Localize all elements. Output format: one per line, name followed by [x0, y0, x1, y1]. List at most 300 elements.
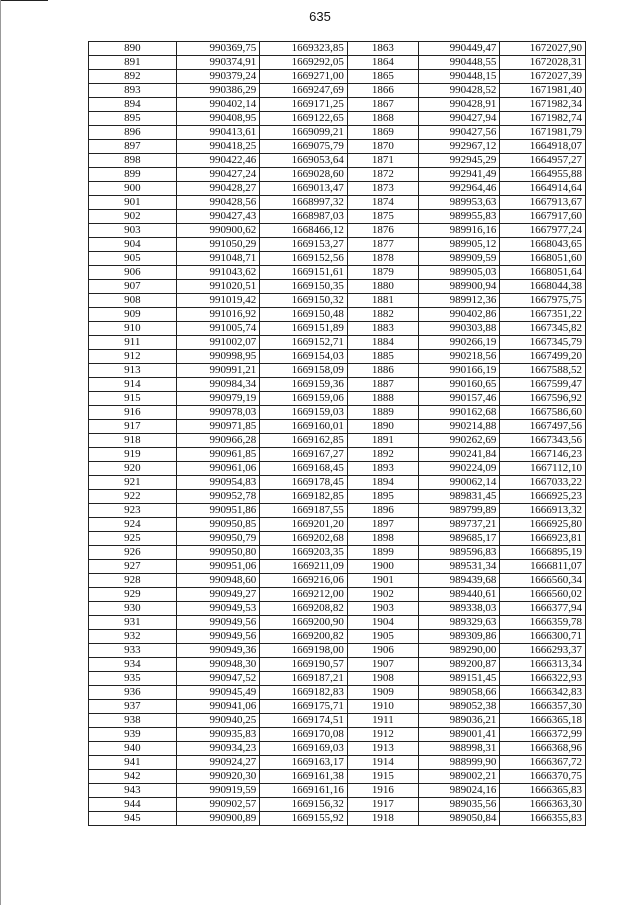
y-coordinate-left: 1669203,35: [260, 546, 348, 560]
point-number-left: 944: [89, 798, 177, 812]
x-coordinate-left: 990941,06: [176, 700, 260, 714]
y-coordinate-left: 1669161,38: [260, 770, 348, 784]
point-number-left: 929: [89, 588, 177, 602]
point-number-right: 1909: [347, 686, 418, 700]
table-row: [89, 378, 586, 392]
point-number-left: 900: [89, 182, 177, 196]
table-row: [89, 280, 586, 294]
point-number-left: 922: [89, 490, 177, 504]
y-coordinate-right: 1666370,75: [500, 770, 586, 784]
point-number-left: 915: [89, 392, 177, 406]
y-coordinate-right: 1668043,65: [500, 238, 586, 252]
point-number-left: 910: [89, 322, 177, 336]
x-coordinate-right: 990166,19: [418, 364, 499, 378]
x-coordinate-right: 989050,84: [418, 812, 499, 826]
point-number-right: 1906: [347, 644, 418, 658]
x-coordinate-left: 990940,25: [176, 714, 260, 728]
x-coordinate-left: 990947,52: [176, 672, 260, 686]
point-number-right: 1890: [347, 420, 418, 434]
point-number-right: 1864: [347, 56, 418, 70]
x-coordinate-left: 991016,92: [176, 308, 260, 322]
point-number-right: 1899: [347, 546, 418, 560]
table-row: [89, 210, 586, 224]
x-coordinate-left: 990427,43: [176, 210, 260, 224]
y-coordinate-left: 1669187,21: [260, 672, 348, 686]
table-row: [89, 630, 586, 644]
point-number-left: 893: [89, 84, 177, 98]
point-number-left: 909: [89, 308, 177, 322]
point-number-left: 917: [89, 420, 177, 434]
point-number-right: 1918: [347, 812, 418, 826]
point-number-left: 943: [89, 784, 177, 798]
point-number-right: 1900: [347, 560, 418, 574]
x-coordinate-left: 990369,75: [176, 42, 260, 56]
table-row: [89, 462, 586, 476]
y-coordinate-left: 1669247,69: [260, 84, 348, 98]
y-coordinate-left: 1669075,79: [260, 140, 348, 154]
x-coordinate-right: 992967,12: [418, 140, 499, 154]
x-coordinate-right: 989036,21: [418, 714, 499, 728]
point-number-right: 1888: [347, 392, 418, 406]
x-coordinate-right: 989290,00: [418, 644, 499, 658]
point-number-left: 926: [89, 546, 177, 560]
point-number-left: 940: [89, 742, 177, 756]
y-coordinate-right: 1664918,07: [500, 140, 586, 154]
table-row: [89, 224, 586, 238]
y-coordinate-right: 1666365,18: [500, 714, 586, 728]
x-coordinate-left: 990902,57: [176, 798, 260, 812]
point-number-left: 920: [89, 462, 177, 476]
table-row: [89, 602, 586, 616]
point-number-right: 1893: [347, 462, 418, 476]
x-coordinate-right: 988998,31: [418, 742, 499, 756]
table-row: [89, 770, 586, 784]
point-number-right: 1886: [347, 364, 418, 378]
x-coordinate-left: 990971,85: [176, 420, 260, 434]
x-coordinate-right: 990160,65: [418, 378, 499, 392]
x-coordinate-left: 990428,56: [176, 196, 260, 210]
y-coordinate-right: 1668051,60: [500, 252, 586, 266]
y-coordinate-left: 1669200,90: [260, 616, 348, 630]
table-row: [89, 98, 586, 112]
y-coordinate-left: 1669174,51: [260, 714, 348, 728]
point-number-right: 1879: [347, 266, 418, 280]
y-coordinate-right: 1671982,74: [500, 112, 586, 126]
table-row: [89, 784, 586, 798]
x-coordinate-left: 990422,46: [176, 154, 260, 168]
x-coordinate-right: 989916,16: [418, 224, 499, 238]
table-row: [89, 70, 586, 84]
table-row: [89, 406, 586, 420]
scan-edge-line: [0, 0, 48, 1]
y-coordinate-right: 1668051,64: [500, 266, 586, 280]
x-coordinate-left: 990428,27: [176, 182, 260, 196]
y-coordinate-right: 1666913,32: [500, 504, 586, 518]
x-coordinate-right: 990428,52: [418, 84, 499, 98]
table-row: [89, 574, 586, 588]
y-coordinate-right: 1666322,93: [500, 672, 586, 686]
table-row: [89, 434, 586, 448]
y-coordinate-left: 1669202,68: [260, 532, 348, 546]
table-row: [89, 154, 586, 168]
table-row: [89, 616, 586, 630]
x-coordinate-left: 990978,03: [176, 406, 260, 420]
y-coordinate-right: 1666925,80: [500, 518, 586, 532]
x-coordinate-left: 990934,23: [176, 742, 260, 756]
table-row: [89, 168, 586, 182]
point-number-left: 898: [89, 154, 177, 168]
table-row: [89, 546, 586, 560]
point-number-left: 890: [89, 42, 177, 56]
point-number-left: 930: [89, 602, 177, 616]
point-number-left: 921: [89, 476, 177, 490]
table-row: [89, 490, 586, 504]
y-coordinate-left: 1669053,64: [260, 154, 348, 168]
y-coordinate-right: 1666293,37: [500, 644, 586, 658]
x-coordinate-left: 990998,95: [176, 350, 260, 364]
point-number-left: 923: [89, 504, 177, 518]
scan-edge-left: [0, 0, 1, 905]
x-coordinate-right: 989685,17: [418, 532, 499, 546]
x-coordinate-right: 989200,87: [418, 658, 499, 672]
table-row: [89, 252, 586, 266]
point-number-right: 1904: [347, 616, 418, 630]
x-coordinate-left: 990386,29: [176, 84, 260, 98]
coordinates-table: [88, 41, 586, 826]
table-row: [89, 336, 586, 350]
coordinates-table-body: [89, 42, 586, 826]
point-number-right: 1902: [347, 588, 418, 602]
point-number-left: 912: [89, 350, 177, 364]
x-coordinate-left: 991050,29: [176, 238, 260, 252]
point-number-right: 1912: [347, 728, 418, 742]
y-coordinate-left: 1669152,56: [260, 252, 348, 266]
point-number-right: 1865: [347, 70, 418, 84]
point-number-left: 913: [89, 364, 177, 378]
x-coordinate-right: 989329,63: [418, 616, 499, 630]
y-coordinate-right: 1667033,22: [500, 476, 586, 490]
y-coordinate-right: 1667343,56: [500, 434, 586, 448]
y-coordinate-right: 1666367,72: [500, 756, 586, 770]
point-number-left: 918: [89, 434, 177, 448]
y-coordinate-left: 1669171,25: [260, 98, 348, 112]
point-number-right: 1887: [347, 378, 418, 392]
x-coordinate-right: 989905,12: [418, 238, 499, 252]
y-coordinate-right: 1667146,23: [500, 448, 586, 462]
y-coordinate-right: 1666359,78: [500, 616, 586, 630]
x-coordinate-left: 990413,61: [176, 126, 260, 140]
point-number-right: 1885: [347, 350, 418, 364]
point-number-right: 1877: [347, 238, 418, 252]
y-coordinate-left: 1669153,27: [260, 238, 348, 252]
x-coordinate-left: 991020,51: [176, 280, 260, 294]
x-coordinate-right: 989035,56: [418, 798, 499, 812]
y-coordinate-left: 1669201,20: [260, 518, 348, 532]
y-coordinate-left: 1669151,61: [260, 266, 348, 280]
y-coordinate-left: 1669163,17: [260, 756, 348, 770]
point-number-left: 907: [89, 280, 177, 294]
y-coordinate-right: 1671981,79: [500, 126, 586, 140]
y-coordinate-left: 1669178,45: [260, 476, 348, 490]
point-number-right: 1881: [347, 294, 418, 308]
table-row: [89, 742, 586, 756]
point-number-right: 1896: [347, 504, 418, 518]
y-coordinate-right: 1667351,22: [500, 308, 586, 322]
x-coordinate-left: 991048,71: [176, 252, 260, 266]
table-row: [89, 196, 586, 210]
point-number-left: 933: [89, 644, 177, 658]
y-coordinate-left: 1669187,55: [260, 504, 348, 518]
y-coordinate-left: 1669162,85: [260, 434, 348, 448]
point-number-left: 911: [89, 336, 177, 350]
x-coordinate-left: 991002,07: [176, 336, 260, 350]
y-coordinate-right: 1664955,88: [500, 168, 586, 182]
point-number-right: 1895: [347, 490, 418, 504]
x-coordinate-right: 990427,94: [418, 112, 499, 126]
y-coordinate-left: 1668466,12: [260, 224, 348, 238]
x-coordinate-left: 991005,74: [176, 322, 260, 336]
x-coordinate-right: 990224,09: [418, 462, 499, 476]
page-number: 635: [309, 9, 331, 24]
y-coordinate-left: 1669200,82: [260, 630, 348, 644]
y-coordinate-right: 1667596,92: [500, 392, 586, 406]
y-coordinate-right: 1666560,02: [500, 588, 586, 602]
table-row: [89, 392, 586, 406]
y-coordinate-left: 1669159,06: [260, 392, 348, 406]
y-coordinate-left: 1669211,09: [260, 560, 348, 574]
y-coordinate-left: 1669271,00: [260, 70, 348, 84]
table-row: [89, 588, 586, 602]
x-coordinate-left: 990920,30: [176, 770, 260, 784]
y-coordinate-left: 1669182,85: [260, 490, 348, 504]
x-coordinate-left: 990966,28: [176, 434, 260, 448]
x-coordinate-right: 989440,61: [418, 588, 499, 602]
x-coordinate-left: 990935,83: [176, 728, 260, 742]
point-number-left: 892: [89, 70, 177, 84]
point-number-left: 942: [89, 770, 177, 784]
table-row: [89, 518, 586, 532]
y-coordinate-right: 1666368,96: [500, 742, 586, 756]
point-number-left: 925: [89, 532, 177, 546]
point-number-right: 1884: [347, 336, 418, 350]
table-row: [89, 56, 586, 70]
y-coordinate-left: 1669323,85: [260, 42, 348, 56]
point-number-right: 1898: [347, 532, 418, 546]
x-coordinate-left: 990961,85: [176, 448, 260, 462]
x-coordinate-left: 990402,14: [176, 98, 260, 112]
y-coordinate-left: 1669212,00: [260, 588, 348, 602]
y-coordinate-left: 1669159,03: [260, 406, 348, 420]
y-coordinate-left: 1669168,45: [260, 462, 348, 476]
x-coordinate-left: 990427,24: [176, 168, 260, 182]
y-coordinate-right: 1666365,83: [500, 784, 586, 798]
x-coordinate-left: 990949,36: [176, 644, 260, 658]
point-number-left: 937: [89, 700, 177, 714]
table-row: [89, 126, 586, 140]
table-row: [89, 798, 586, 812]
y-coordinate-right: 1666923,81: [500, 532, 586, 546]
x-coordinate-right: 990266,19: [418, 336, 499, 350]
y-coordinate-right: 1666811,07: [500, 560, 586, 574]
y-coordinate-right: 1667112,10: [500, 462, 586, 476]
x-coordinate-left: 990418,25: [176, 140, 260, 154]
x-coordinate-right: 990062,14: [418, 476, 499, 490]
point-number-left: 902: [89, 210, 177, 224]
x-coordinate-left: 990984,34: [176, 378, 260, 392]
y-coordinate-right: 1666560,34: [500, 574, 586, 588]
table-row: [89, 308, 586, 322]
point-number-left: 896: [89, 126, 177, 140]
point-number-right: 1875: [347, 210, 418, 224]
x-coordinate-right: 989953,63: [418, 196, 499, 210]
x-coordinate-left: 991043,62: [176, 266, 260, 280]
x-coordinate-right: 989955,83: [418, 210, 499, 224]
table-row: [89, 140, 586, 154]
x-coordinate-right: 990448,15: [418, 70, 499, 84]
point-number-right: 1907: [347, 658, 418, 672]
point-number-right: 1903: [347, 602, 418, 616]
point-number-right: 1872: [347, 168, 418, 182]
point-number-left: 914: [89, 378, 177, 392]
x-coordinate-right: 990157,46: [418, 392, 499, 406]
y-coordinate-left: 1668997,32: [260, 196, 348, 210]
y-coordinate-left: 1669198,00: [260, 644, 348, 658]
x-coordinate-left: 990949,56: [176, 616, 260, 630]
y-coordinate-right: 1666300,71: [500, 630, 586, 644]
y-coordinate-right: 1667599,47: [500, 378, 586, 392]
x-coordinate-left: 990948,30: [176, 658, 260, 672]
table-row: [89, 644, 586, 658]
x-coordinate-right: 990448,55: [418, 56, 499, 70]
point-number-left: 901: [89, 196, 177, 210]
y-coordinate-right: 1666357,30: [500, 700, 586, 714]
point-number-left: 897: [89, 140, 177, 154]
point-number-right: 1910: [347, 700, 418, 714]
y-coordinate-right: 1667975,75: [500, 294, 586, 308]
table-row: [89, 756, 586, 770]
table-row: [89, 322, 586, 336]
y-coordinate-right: 1672027,90: [500, 42, 586, 56]
x-coordinate-right: 989439,68: [418, 574, 499, 588]
y-coordinate-left: 1669208,82: [260, 602, 348, 616]
x-coordinate-right: 990427,56: [418, 126, 499, 140]
x-coordinate-left: 990950,79: [176, 532, 260, 546]
point-number-right: 1917: [347, 798, 418, 812]
point-number-left: 939: [89, 728, 177, 742]
x-coordinate-right: 990214,88: [418, 420, 499, 434]
table-row: [89, 714, 586, 728]
point-number-right: 1908: [347, 672, 418, 686]
point-number-right: 1897: [347, 518, 418, 532]
table-row: [89, 364, 586, 378]
y-coordinate-left: 1669169,03: [260, 742, 348, 756]
x-coordinate-right: 989002,21: [418, 770, 499, 784]
y-coordinate-right: 1667497,56: [500, 420, 586, 434]
point-number-left: 935: [89, 672, 177, 686]
x-coordinate-right: 989024,16: [418, 784, 499, 798]
table-row: [89, 42, 586, 56]
y-coordinate-right: 1666342,83: [500, 686, 586, 700]
x-coordinate-right: 989309,86: [418, 630, 499, 644]
y-coordinate-left: 1669013,47: [260, 182, 348, 196]
x-coordinate-left: 990945,49: [176, 686, 260, 700]
y-coordinate-left: 1669152,71: [260, 336, 348, 350]
y-coordinate-right: 1666313,34: [500, 658, 586, 672]
table-row: [89, 560, 586, 574]
x-coordinate-right: 989831,45: [418, 490, 499, 504]
y-coordinate-left: 1669216,06: [260, 574, 348, 588]
y-coordinate-left: 1669156,32: [260, 798, 348, 812]
table-row: [89, 238, 586, 252]
y-coordinate-right: 1666895,19: [500, 546, 586, 560]
y-coordinate-right: 1672027,39: [500, 70, 586, 84]
point-number-left: 945: [89, 812, 177, 826]
y-coordinate-right: 1668044,38: [500, 280, 586, 294]
point-number-right: 1905: [347, 630, 418, 644]
table-row: [89, 84, 586, 98]
table-row: [89, 812, 586, 826]
point-number-right: 1913: [347, 742, 418, 756]
point-number-right: 1880: [347, 280, 418, 294]
y-coordinate-left: 1669150,35: [260, 280, 348, 294]
point-number-right: 1869: [347, 126, 418, 140]
x-coordinate-right: 989799,89: [418, 504, 499, 518]
y-coordinate-right: 1667345,82: [500, 322, 586, 336]
x-coordinate-right: 990241,84: [418, 448, 499, 462]
point-number-right: 1889: [347, 406, 418, 420]
x-coordinate-right: 990218,56: [418, 350, 499, 364]
table-row: [89, 294, 586, 308]
point-number-left: 934: [89, 658, 177, 672]
table-row: [89, 476, 586, 490]
y-coordinate-right: 1667588,52: [500, 364, 586, 378]
x-coordinate-left: 990951,06: [176, 560, 260, 574]
y-coordinate-right: 1666372,99: [500, 728, 586, 742]
x-coordinate-right: 990428,91: [418, 98, 499, 112]
y-coordinate-right: 1667977,24: [500, 224, 586, 238]
x-coordinate-left: 990948,60: [176, 574, 260, 588]
point-number-left: 904: [89, 238, 177, 252]
point-number-right: 1915: [347, 770, 418, 784]
point-number-right: 1870: [347, 140, 418, 154]
y-coordinate-left: 1669160,01: [260, 420, 348, 434]
table-row: [89, 112, 586, 126]
y-coordinate-left: 1669151,89: [260, 322, 348, 336]
y-coordinate-right: 1667586,60: [500, 406, 586, 420]
point-number-left: 908: [89, 294, 177, 308]
point-number-left: 905: [89, 252, 177, 266]
point-number-right: 1901: [347, 574, 418, 588]
x-coordinate-right: 990449,47: [418, 42, 499, 56]
x-coordinate-right: 989052,38: [418, 700, 499, 714]
table-row: [89, 672, 586, 686]
y-coordinate-right: 1666377,94: [500, 602, 586, 616]
table-row: [89, 448, 586, 462]
point-number-right: 1914: [347, 756, 418, 770]
table-row: [89, 658, 586, 672]
x-coordinate-left: 990950,80: [176, 546, 260, 560]
point-number-left: 938: [89, 714, 177, 728]
y-coordinate-left: 1669175,71: [260, 700, 348, 714]
x-coordinate-right: 990262,69: [418, 434, 499, 448]
x-coordinate-left: 990991,21: [176, 364, 260, 378]
y-coordinate-left: 1669099,21: [260, 126, 348, 140]
point-number-right: 1891: [347, 434, 418, 448]
table-row: [89, 350, 586, 364]
y-coordinate-left: 1669292,05: [260, 56, 348, 70]
point-number-left: 916: [89, 406, 177, 420]
point-number-right: 1882: [347, 308, 418, 322]
